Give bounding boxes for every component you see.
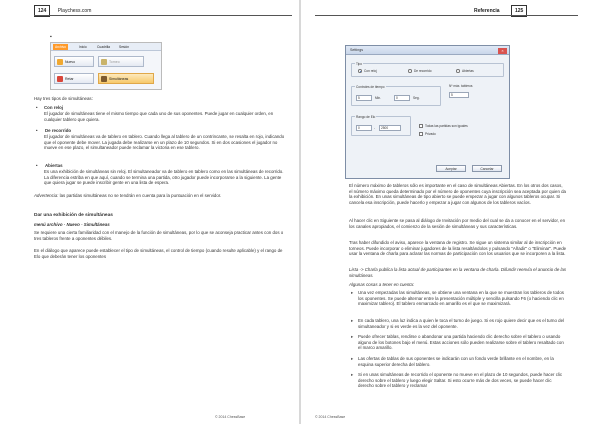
type-text-con-reloj: El jugador de simultáneas tiene el mismo tiempo que cada uno de sus oponentes. Puede jugar en cualquier orden, en cualquier tablero que quiera. (44, 111, 274, 122)
elo-from-input[interactable]: 0 (356, 125, 372, 131)
minutes-input[interactable]: 5 (356, 95, 372, 101)
elo-to-input[interactable]: 2500 (379, 125, 401, 131)
time-group (351, 86, 441, 106)
paragraph-1: Se requiere una cierta familiaridad con el manejo de la función de simultáneas, por lo que se aconseja practicar antes con dos o tres tableros frente a oponentes débiles. (34, 230, 284, 241)
note-bullet-3: Puede ofrecer tablas, rendirse o abandonar una partida haciendo clic derecho sobre el tablero o usando alguno de los botones bajo el menú. Estas acciones sólo pueden realizarse sobre el tablero resaltado con el marco amarillo. (358, 334, 564, 351)
max-boards-label: Nº máx. tableros (449, 84, 473, 88)
right-paragraph-4: Lista -> Charla publica la lista actual de participantes en la ventana de charla. Difundir reenvía el anuncio de las simultáneas. (349, 267, 567, 278)
type-group-label: Tipo (356, 61, 363, 66)
triangle-bullet-icon: ▸ (351, 356, 354, 361)
ribbon-tab-sesion[interactable]: Sesión (119, 45, 130, 49)
advertencia-label: Advertencia: (34, 193, 59, 198)
right-page-section: Referencia (474, 8, 500, 14)
settings-dialog (345, 45, 510, 179)
type-title-recorrido: De recorrido (45, 128, 72, 133)
ribbon-simultaneas-label: Simultáneas (109, 77, 129, 81)
private-checkbox[interactable] (419, 132, 423, 136)
ribbon-retar-label: Retar (65, 77, 74, 81)
type-title-abiertas: Abiertas (45, 163, 63, 168)
minutes-unit: Min. (375, 96, 382, 100)
radio-con-reloj[interactable] (358, 69, 362, 73)
advertencia-paragraph (34, 193, 286, 199)
left-page-site: Playchess.com (57, 8, 92, 14)
left-header-rule (34, 15, 292, 16)
radio-abiertas[interactable] (456, 69, 460, 73)
note-bullet-2: En cada tablero, una luz indica a quien le toca el turno de juego. Si es rojo quiere decir que es el turno del simultaneador y si es verde es la vez del oponente. (358, 318, 565, 329)
new-icon (57, 59, 63, 65)
right-paragraph-1: El número máximo de tableros sólo es importante en el caso de simultáneas Abiertas. En los otros dos casos, el número máximo queda determinado por el número de oponentes cuya inscripción sea aceptada por quien da la exhibición. En unas simultáneas de tipo abierto se puede empezar a jugar con algunos tableros ocupar. Si cancela esa inscripción, puede hacerlo y empezar a jugar con algunos de los tableros vacíos. (349, 183, 566, 205)
left-page-header (34, 5, 91, 15)
radio-recorrido-label: De recorrido (414, 69, 432, 73)
left-page (0, 0, 299, 424)
radio-recorrido[interactable] (408, 69, 412, 73)
accept-button[interactable]: Aceptar (436, 165, 466, 172)
paragraph-2: En el diálogo que aparece puede establecer el tipo de simultáneas, el control de tiempo (cuando resulte aplicable) y el rango de Elo que deberán tener los oponentes (34, 248, 283, 259)
elo-range-dash: - (374, 126, 376, 130)
left-page-number: 124 (34, 5, 50, 17)
ribbon-tab-inicio[interactable]: Inicio (79, 45, 87, 49)
advertencia-text: las partidas simultáneas no se tendrán en cuenta para la puntuación en el servidor. (59, 193, 222, 198)
simul-icon (101, 76, 107, 82)
ribbon-tab-archivo[interactable]: Archivo (55, 45, 66, 49)
time-group-label: Controles de tiempo (356, 84, 385, 89)
left-footer: © 2014 ChessBase (215, 415, 246, 419)
ribbon-nuevo-button[interactable] (54, 56, 94, 67)
triangle-bullet-icon: ▸ (351, 334, 354, 339)
right-page-header (474, 5, 527, 15)
bullet-dot: • (36, 163, 38, 168)
right-page-number: 125 (511, 5, 527, 17)
type-text-abiertas: Es una exhibición de simultáneas sin reloj. El simultaneador va de tablero en tablero como en las simultáneas de recorrido. La diferencia estriba en que aquí, cuando se termina una partida, otro jugador puede incorporarse a la siguiente. La gente que quiera jugar se puede inscribir gente en una lista de espera. (44, 169, 284, 186)
section-title: Dar una exhibición de simultáneas (34, 213, 113, 218)
menu-path: menú archivo · Nuevo · Simultáneas (34, 222, 110, 227)
type-title-con-reloj: Con reloj (44, 105, 64, 110)
ribbon-tab-cuadrilla[interactable]: Cuadrilla (97, 45, 111, 49)
dialog-title: Settings (346, 46, 509, 55)
max-boards-input[interactable]: 5 (449, 92, 469, 98)
private-label: Privado (425, 132, 436, 136)
right-paragraph-5: Algunas cosas a tener en cuenta: (349, 282, 415, 287)
elo-group (351, 116, 411, 136)
ribbon-tabs (51, 43, 161, 51)
elo-group-label: Rango de Elo (356, 114, 376, 119)
right-footer: © 2014 ChessBase (315, 415, 346, 419)
seconds-unit: Seg. (413, 96, 420, 100)
bullet-marker-icon: ▪ (50, 34, 52, 40)
note-bullet-5: Si en unas simultáneas de recorrido el oponente no mueve en el plazo de 10 segundos, puede hacer clic derecho sobre el tablero y luego elegir Saltar. Si esto ocurre más de dos veces, se puede hacer clic derecho sobre el tablero y reclamar (358, 372, 563, 389)
ribbon-nuevo-label: Nuevo (65, 60, 76, 64)
close-icon[interactable]: × (498, 48, 507, 54)
type-group (351, 63, 504, 77)
right-paragraph-2: Al hacer clic en Siguiente se pasa al diálogo de Invitación por medio del cual se da a conocer en el servidor, en los canales apropiados, el comienzo de la sesión de simultáneas y sus características. (349, 218, 566, 229)
ribbon-retar-button[interactable] (54, 73, 94, 84)
right-header-rule (315, 15, 578, 16)
note-bullet-4: Las ofertas de tablas de sus oponentes se indicarán con un fondo verde brillante en el nombre, en la esquina superior derecha del tablero. (358, 356, 554, 367)
challenge-icon (57, 76, 63, 82)
bullet-dot: • (36, 105, 38, 110)
bullet-dot: • (36, 128, 38, 133)
type-text-recorrido: El jugador de simultáneas va de tablero en tablero. Cuando llega al tablero de un contrincante, se resalta en rojo, indicando que el oponente debe mover. La jugada debe realizarse en un plazo de 10 segundos. Si en dos ocasiones el jugador no mueve en ese plazo, el simultaneador puede reclamar la victoria en ese tablero. (44, 134, 285, 151)
all-games-equal-checkbox[interactable] (419, 124, 423, 128)
ribbon-simultaneas-button[interactable] (98, 73, 154, 84)
ribbon-torneo-button[interactable] (98, 56, 144, 67)
radio-abiertas-label: Abiertas (462, 69, 474, 73)
intro-text: Hay tres tipos de simultáneas: (34, 96, 93, 101)
triangle-bullet-icon: ▸ (351, 318, 354, 323)
all-games-equal-label: Todas las partidas son iguales (425, 124, 468, 128)
triangle-bullet-icon: ▸ (351, 372, 354, 377)
right-paragraph-3: Tras haber difundido el aviso, aparece la ventana de registro. Se sigue un sistema similar al de inscripción en torneos. Puede incorporar o eliminar jugadores de la lista resaltándolos y pulsando "Añadir" o "Eliminar". Puede usar la ventana de charla para aclarar las normas de participación con los usuarios que se incorporen a la lista. (349, 240, 567, 257)
ribbon-torneo-label: Torneo (109, 60, 120, 64)
ribbon-screenshot (50, 42, 162, 90)
note-bullet-1: Una vez empezadas las simultáneas, se obtiene una ventana en la que se muestran los tableros de todos los oponentes. Se puede alternar entre la presentación múltiple y sencilla pulsando F6 (o haciendo clic en maximizar tablero). El tablero enmarcado en amarillo es el que se maximizará. (358, 290, 564, 307)
cancel-button[interactable]: Cancelar (472, 165, 502, 172)
tournament-icon (101, 59, 107, 65)
radio-con-reloj-label: Con reloj (364, 69, 377, 73)
seconds-input[interactable]: 0 (394, 95, 410, 101)
triangle-bullet-icon: ▸ (351, 290, 354, 295)
